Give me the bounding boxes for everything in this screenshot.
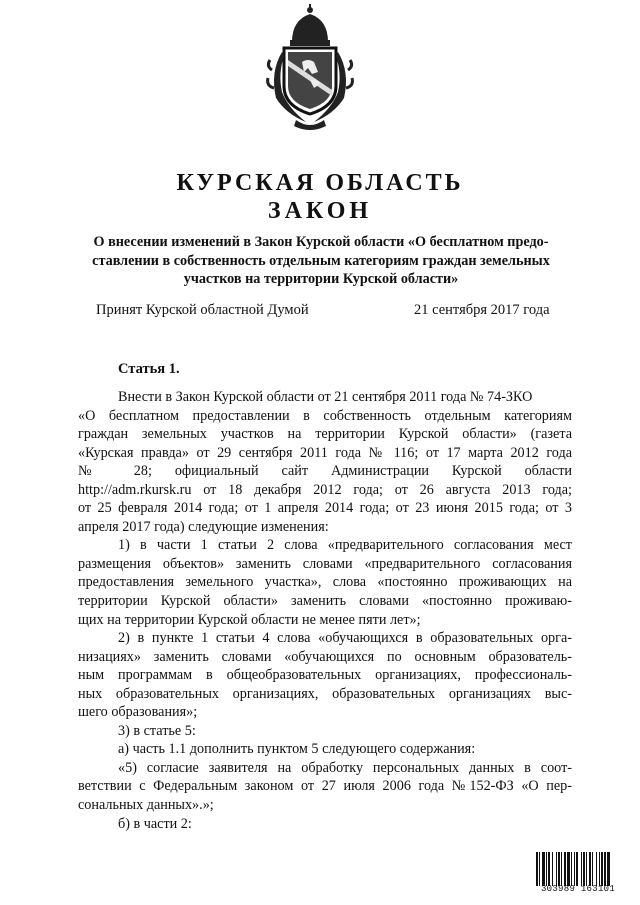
barcode-bar: [536, 852, 538, 886]
adopted-by: Принят Курской областной Думой: [96, 302, 309, 318]
article-line: 3) в статье 5:: [118, 722, 196, 739]
article-line: ных образовательных организациях, образовательных организациях выс-: [78, 685, 572, 702]
subtitle-line: участков на территории Курской области»: [183, 271, 459, 288]
article-line: «О бесплатном предоставлении в собственность отдельным категориям: [78, 407, 572, 424]
barcode-bar: [576, 852, 578, 886]
subtitle-line: О внесении изменений в Закон Курской области «О бесплатном предо-: [93, 234, 549, 250]
barcode-bar: [548, 852, 550, 886]
article-line: http://adm.rkursk.ru от 18 декабря 2012 года; от 26 августа 2013 года;: [78, 481, 572, 498]
article-line: № 28; официальный сайт Администрации Курской области: [78, 463, 572, 480]
barcode-bar: [581, 852, 582, 886]
barcode-bar: [604, 852, 606, 886]
article-heading: Статья 1.: [118, 361, 180, 377]
region-title: КУРСКАЯ ОБЛАСТЬ: [176, 170, 464, 196]
barcode-bar: [539, 852, 540, 886]
article-line: щих на территории Курской области не менее пяти лет»;: [78, 611, 421, 628]
barcode-bar: [556, 852, 557, 886]
barcode: [536, 852, 620, 896]
barcode-bar: [599, 852, 600, 886]
article-line: «5) согласие заявителя на обработку персональных данных в соот-: [118, 759, 572, 776]
barcode-bar: [607, 852, 610, 886]
article-line: апреля 2017 года) следующие изменения:: [78, 518, 329, 535]
law-subtitle: [80, 233, 562, 289]
barcode-bar: [583, 852, 585, 886]
article-line: ветствии с Федеральным законом от 27 июля 2006 года №152-ФЗ «О пер-: [78, 778, 572, 795]
article-line: низациях» заменить словами «обучающихся по основным образователь-: [78, 648, 572, 665]
article-body: [78, 388, 572, 833]
article-line: территории Курской области» заменить словами «постоянно проживаю-: [78, 593, 572, 610]
barcode-bar: [601, 852, 603, 886]
adoption-date: 21 сентября 2017 года: [414, 302, 550, 318]
barcode-bar: [574, 852, 575, 886]
barcode-bar: [589, 852, 591, 886]
article-line: ным программам в общеобразовательных организациях, профессиональ-: [78, 667, 572, 684]
article-line: Внести в Закон Курской области от 21 сентября 2011 года № 74-ЗКО: [118, 389, 533, 405]
barcode-bar: [558, 852, 560, 886]
article-line: шего образования»;: [78, 704, 198, 721]
barcode-bar: [586, 852, 587, 886]
article-line: от 25 февраля 2014 года; от 1 апреля 2014 года; от 23 июня 2015 года; от 3: [78, 500, 572, 517]
article-line: предоставления земельного участка», слова «постоянно проживающих на: [78, 574, 572, 591]
barcode-bar: [546, 852, 547, 886]
barcode-bars: [536, 852, 620, 886]
kursk-coat-of-arms-icon: [262, 2, 358, 134]
subtitle-line: ставлении в собственность отдельным категориям граждан земельных: [92, 252, 550, 269]
article-line: 1) в части 1 статьи 2 слова «предварительного согласования мест: [118, 537, 572, 554]
document-type-title: ЗАКОН: [267, 198, 373, 224]
article-line: 2) в пункте 1 статьи 4 слова «обучающихся в образовательных орга-: [118, 630, 572, 647]
barcode-bar: [552, 852, 553, 886]
article-line: размещения объектов» заменить словами «предварительного согласования: [78, 555, 572, 572]
barcode-bar: [571, 852, 572, 886]
article-line: а) часть 1.1 дополнить пунктом 5 следующего содержания:: [118, 741, 476, 758]
barcode-bar: [596, 852, 597, 886]
barcode-bar: [567, 852, 570, 886]
barcode-bar: [542, 852, 545, 886]
barcode-bar: [561, 852, 562, 886]
barcode-number: 303989 163101: [540, 884, 616, 894]
article-line: граждан земельных участков на территории Курской области» (газета: [78, 426, 572, 443]
article-line: «Курская правда» от 29 сентября 2011 года № 116; от 17 марта 2012 года: [78, 444, 572, 461]
article-line: сональных данных».»;: [78, 797, 214, 814]
barcode-bar: [564, 852, 566, 886]
article-line: б) в части 2:: [118, 815, 192, 832]
barcode-bar: [592, 852, 593, 886]
